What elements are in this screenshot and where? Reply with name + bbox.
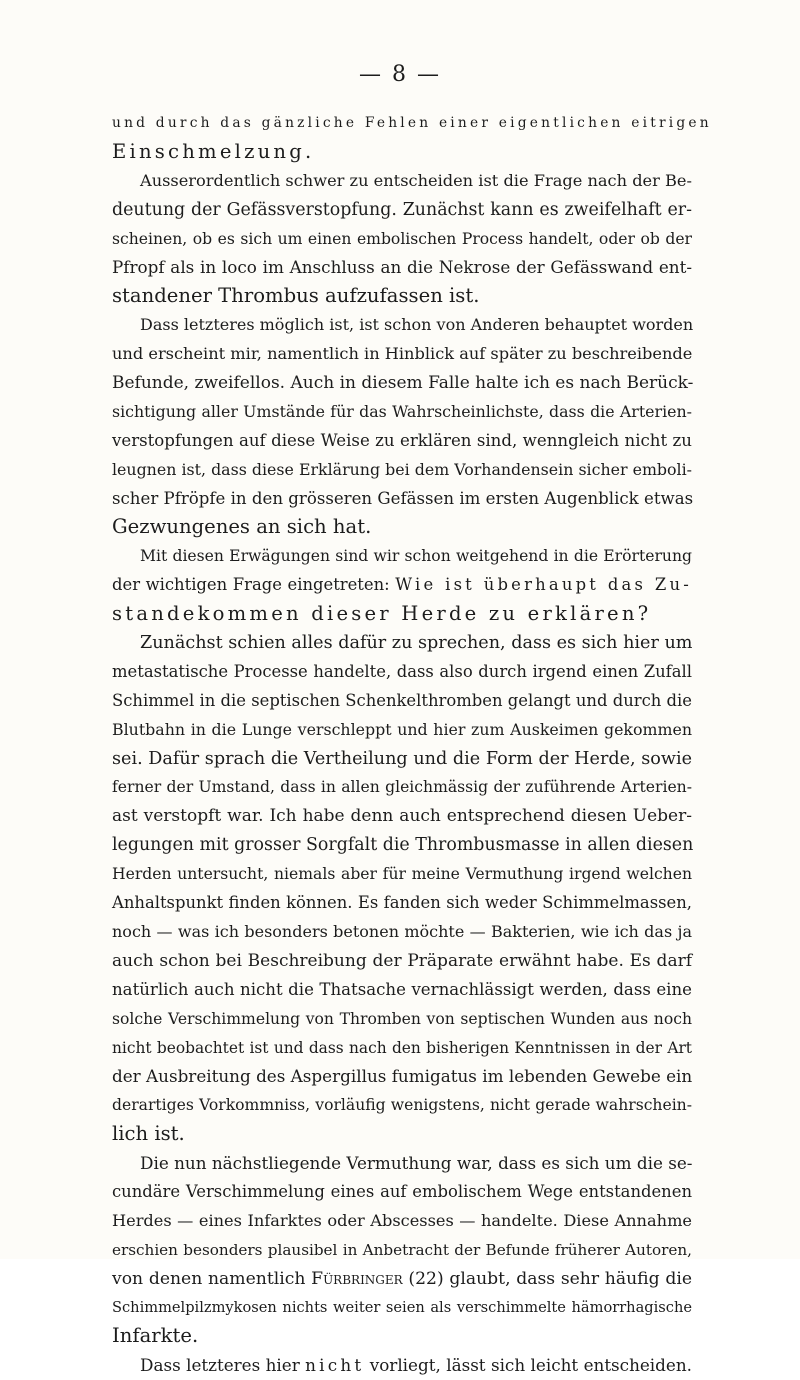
text-line: natürlich auch nicht die Thatsache vernachlässigt werden, dass eine bbox=[112, 979, 692, 999]
text-line: Befunde, zweifellos. Auch in diesem Falle halte ich es nach Berück- bbox=[112, 373, 694, 394]
text-line: standener Thrombus aufzufassen ist. bbox=[112, 284, 480, 308]
text-run: der wichtigen Frage eingetreten: bbox=[112, 575, 396, 595]
text-line: Infarkte. bbox=[112, 1324, 199, 1348]
text-line: standekommen dieser Herde zu erklären? bbox=[112, 602, 652, 626]
text-line: deutung der Gefässverstopfung. Zunächst kann es zweifelhaft er- bbox=[112, 199, 692, 220]
emphasized-word: nicht bbox=[305, 1355, 365, 1376]
text-line: Ausserordentlich schwer zu entscheiden ist die Frage nach der Be- bbox=[140, 170, 692, 190]
body-text bbox=[112, 109, 712, 1380]
text-line: lich ist. bbox=[112, 1122, 185, 1146]
text-line: leugnen ist, dass diese Erklärung bei dem Vorhandensein sicher emboli- bbox=[112, 459, 692, 479]
text-line: solche Verschimmelung von Thromben von septischen Wunden aus noch bbox=[112, 1009, 692, 1028]
text-line: und durch das gänzliche Fehlen einer eigentlichen eitrigen bbox=[112, 115, 712, 131]
author-name: Fürbringer bbox=[311, 1268, 403, 1289]
page-number: — 8 — bbox=[359, 62, 441, 87]
text-line bbox=[112, 1351, 692, 1380]
text-line: nicht beobachtet ist und dass nach den bisherigen Kenntnissen in der Art bbox=[112, 1038, 692, 1057]
text-line: Schimmelpilzmykosen nichts weiter seien als verschimmelte hämorrhagische bbox=[112, 1298, 692, 1316]
text-line: und erscheint mir, namentlich in Hinblick auf später zu beschreibende bbox=[112, 344, 693, 364]
text-line: sei. Dafür sprach die Vertheilung und die Form der Herde, sowie bbox=[112, 748, 692, 769]
text-line: cundäre Verschimmelung eines auf embolischem Wege entstandenen bbox=[112, 1181, 692, 1201]
emphasized-question: Wie ist überhaupt das Zu- bbox=[395, 575, 692, 595]
text-line: metastatische Processe handelte, dass also durch irgend einen Zufall bbox=[112, 661, 692, 681]
text-line: auch schon bei Beschreibung der Präparate erwähnt habe. Es darf bbox=[112, 950, 692, 971]
text-line: Dass letzteres möglich ist, ist schon von Anderen behauptet worden bbox=[140, 315, 694, 335]
text-line: Die nun nächstliegende Vermuthung war, dass es sich um die se- bbox=[140, 1153, 693, 1174]
text-line: Mit diesen Erwägungen sind wir schon weitgehend in die Erörterung bbox=[140, 547, 692, 566]
text-line bbox=[112, 571, 692, 600]
text-run: (22) glaubt, dass sehr häufig die bbox=[402, 1268, 692, 1289]
text-line: Herden untersucht, niemals aber für meine Vermuthung irgend welchen bbox=[112, 865, 692, 884]
text-run: vorliegt, lässt sich leicht entscheiden. bbox=[364, 1355, 692, 1376]
text-line: noch — was ich besonders betonen möchte — Bakterien, wie ich das ja bbox=[112, 921, 692, 941]
text-line: sichtigung aller Umstände für das Wahrscheinlichste, dass die Arterien- bbox=[112, 401, 692, 421]
text-line bbox=[112, 1265, 692, 1294]
text-line: Pfropf als in loco im Anschluss an die Nekrose der Gefässwand ent- bbox=[112, 257, 692, 278]
text-line: legungen mit grosser Sorgfalt die Thrombusmasse in allen diesen bbox=[112, 835, 694, 856]
text-line: Blutbahn in die Lunge verschleppt und hier zum Auskeimen gekommen bbox=[112, 719, 692, 739]
text-run: von denen namentlich bbox=[112, 1268, 312, 1289]
text-line: derartiges Vorkommniss, vorläufig wenigstens, nicht gerade wahrschein- bbox=[112, 1096, 692, 1115]
text-line: erschien besonders plausibel in Anbetracht der Befunde früherer Autoren, bbox=[112, 1240, 692, 1259]
text-line: Anhaltspunkt finden können. Es fanden sich weder Schimmelmassen, bbox=[112, 893, 692, 913]
text-line: Einschmelzung. bbox=[112, 139, 315, 163]
text-line: verstopfungen auf diese Weise zu erklären sind, wenngleich nicht zu bbox=[112, 430, 692, 450]
text-line: Zunächst schien alles dafür zu sprechen, dass es sich hier um bbox=[140, 633, 693, 654]
text-line: scher Pfröpfe in den grösseren Gefässen im ersten Augenblick etwas bbox=[112, 488, 694, 508]
text-line: scheinen, ob es sich um einen embolischen Process handelt, oder ob der bbox=[112, 229, 692, 248]
text-line: ferner der Umstand, dass in allen gleichmässig der zuführende Arterien- bbox=[112, 778, 692, 797]
text-line: Gezwungenes an sich hat. bbox=[112, 515, 372, 539]
text-line: ast verstopft war. Ich habe denn auch entsprechend diesen Ueber- bbox=[112, 806, 692, 827]
text-line: der Ausbreitung des Aspergillus fumigatus im lebenden Gewebe ein bbox=[112, 1066, 693, 1087]
text-run: Dass letzteres hier bbox=[140, 1355, 306, 1376]
text-line: Herdes — eines Infarktes oder Abscesses — handelte. Diese Annahme bbox=[112, 1210, 692, 1230]
text-line: Schimmel in die septischen Schenkelthromben gelangt und durch die bbox=[112, 690, 692, 710]
